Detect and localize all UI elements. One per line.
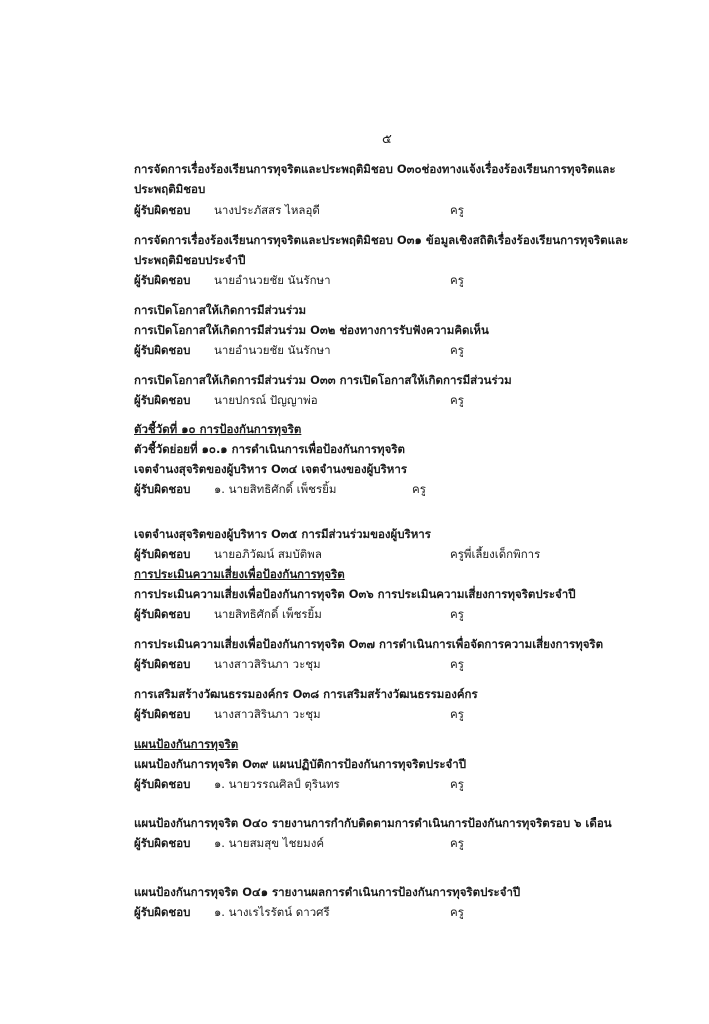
responsible-label: ผู้รับผิดชอบ [134,607,191,621]
responsible-role: ครู [450,273,464,287]
responsible-label: ผู้รับผิดชอบ [134,343,191,357]
text-line: แผนป้องกันการทุจริต O๔๐ รายงานการกำกับติดตามการดำเนินการป้องกันการทุจริตรอบ ๖ เดือน [134,816,612,830]
responsible-role: ครู [450,777,464,791]
responsible-label: ผู้รับผิดชอบ [134,836,191,850]
text-line: การจัดการเรื่องร้องเรียนการทุจริตและประพฤติมิชอบ O๓๑ ข้อมูลเชิงสถิติเรื่องร้องเรียนการทุจริตและ [134,233,629,247]
responsible-name: ๑. นายวรรณศิลป์ ตุรินทร [214,777,340,791]
responsible-label: ผู้รับผิดชอบ [134,393,191,407]
section-heading: แผนป้องกันการทุจริต [134,737,239,751]
text-line: การเสริมสร้างวัฒนธรรมองค์กร O๓๘ การเสริมสร้างวัฒนธรรมองค์กร [134,687,478,701]
responsible-role: ครู [450,836,464,850]
section-heading: การประเมินความเสี่ยงเพื่อป้องกันการทุจริต [134,567,345,581]
responsible-name: นางสาวสิรินภา วะชุม [214,707,321,721]
responsible-role: ครู [450,393,464,407]
responsible-name: นางประภัสสร ไหลอุดี [214,203,320,217]
responsible-name: ๑. นายสมสุข ไชยมงค์ [214,836,325,850]
text-line: การเปิดโอกาสให้เกิดการมีส่วนร่วม O๓๒ ช่องทางการรับฟังความคิดเห็น [134,323,489,337]
responsible-name: นายสิทธิศักดิ์ เพ็ชรยิ้ม [214,607,322,621]
responsible-label: ผู้รับผิดชอบ [134,707,191,721]
text-line: ประพฤติมิชอบ [134,182,206,196]
section-heading: ตัวชี้วัดที่ ๑๐ การป้องกันการทุจริต [134,422,302,436]
responsible-name: นายอภิวัฒน์ สมบัติพล [214,547,322,561]
responsible-label: ผู้รับผิดชอบ [134,657,191,671]
responsible-role: ครู [412,482,426,496]
text-line: ประพฤติมิชอบประจำปี [134,253,246,267]
responsible-name: นายอำนวยชัย นันรักษา [214,343,331,357]
responsible-role: ครูพี่เลี้ยงเด็กพิการ [450,547,541,561]
responsible-role: ครู [450,607,464,621]
responsible-label: ผู้รับผิดชอบ [134,547,191,561]
responsible-label: ผู้รับผิดชอบ [134,905,191,919]
text-line: การจัดการเรื่องร้องเรียนการทุจริตและประพฤติมิชอบ O๓๐ช่องทางแจ้งเรื่องร้องเรียนการทุจริตและ [134,162,616,176]
responsible-label: ผู้รับผิดชอบ [134,777,191,791]
responsible-role: ครู [450,707,464,721]
responsible-label: ผู้รับผิดชอบ [134,482,191,496]
text-line: เจตจำนงสุจริตของผู้บริหาร O๓๔ เจตจำนงของผู้บริหาร [134,462,407,476]
text-line: การเปิดโอกาสให้เกิดการมีส่วนร่วม O๓๓ การเปิดโอกาสให้เกิดการมีส่วนร่วม [134,373,512,387]
responsible-label: ผู้รับผิดชอบ [134,203,191,217]
text-line: การประเมินความเสี่ยงเพื่อป้องกันการทุจริต O๓๗ การดำเนินการเพื่อจัดการความเสี่ยงการทุจริต [134,637,604,651]
responsible-label: ผู้รับผิดชอบ [134,273,191,287]
text-line: การเปิดโอกาสให้เกิดการมีส่วนร่วม [134,303,307,317]
responsible-role: ครู [450,343,464,357]
text-line: เจตจำนงสุจริตของผู้บริหาร O๓๕ การมีส่วนร่วมของผู้บริหาร [134,527,431,541]
responsible-role: ครู [450,905,464,919]
text-line: การประเมินความเสี่ยงเพื่อป้องกันการทุจริต O๓๖ การประเมินความเสี่ยงการทุจริตประจำปี [134,587,576,601]
text-line: แผนป้องกันการทุจริต O๔๑ รายงานผลการดำเนินการป้องกันการทุจริตประจำปี [134,885,521,899]
responsible-role: ครู [450,203,464,217]
responsible-name: นายอำนวยชัย นันรักษา [214,273,331,287]
page-number: ๕ [382,132,392,147]
responsible-role: ครู [450,657,464,671]
responsible-name: ๑. นางเรไรรัตน์ ดาวศรี [214,905,330,919]
responsible-name: นางสาวสิรินภา วะชุม [214,657,321,671]
responsible-name: ๑. นายสิทธิศักดิ์ เพ็ชรยิ้ม [214,482,337,496]
responsible-name: นายปกรณ์ ปัญญาพ่อ [214,393,318,407]
text-line: ตัวชี้วัดย่อยที่ ๑๐.๑ การดำเนินการเพื่อป้องกันการทุจริต [134,442,406,456]
text-line: แผนป้องกันการทุจริต O๓๙ แผนปฏิบัติการป้องกันการทุจริตประจำปี [134,757,467,771]
